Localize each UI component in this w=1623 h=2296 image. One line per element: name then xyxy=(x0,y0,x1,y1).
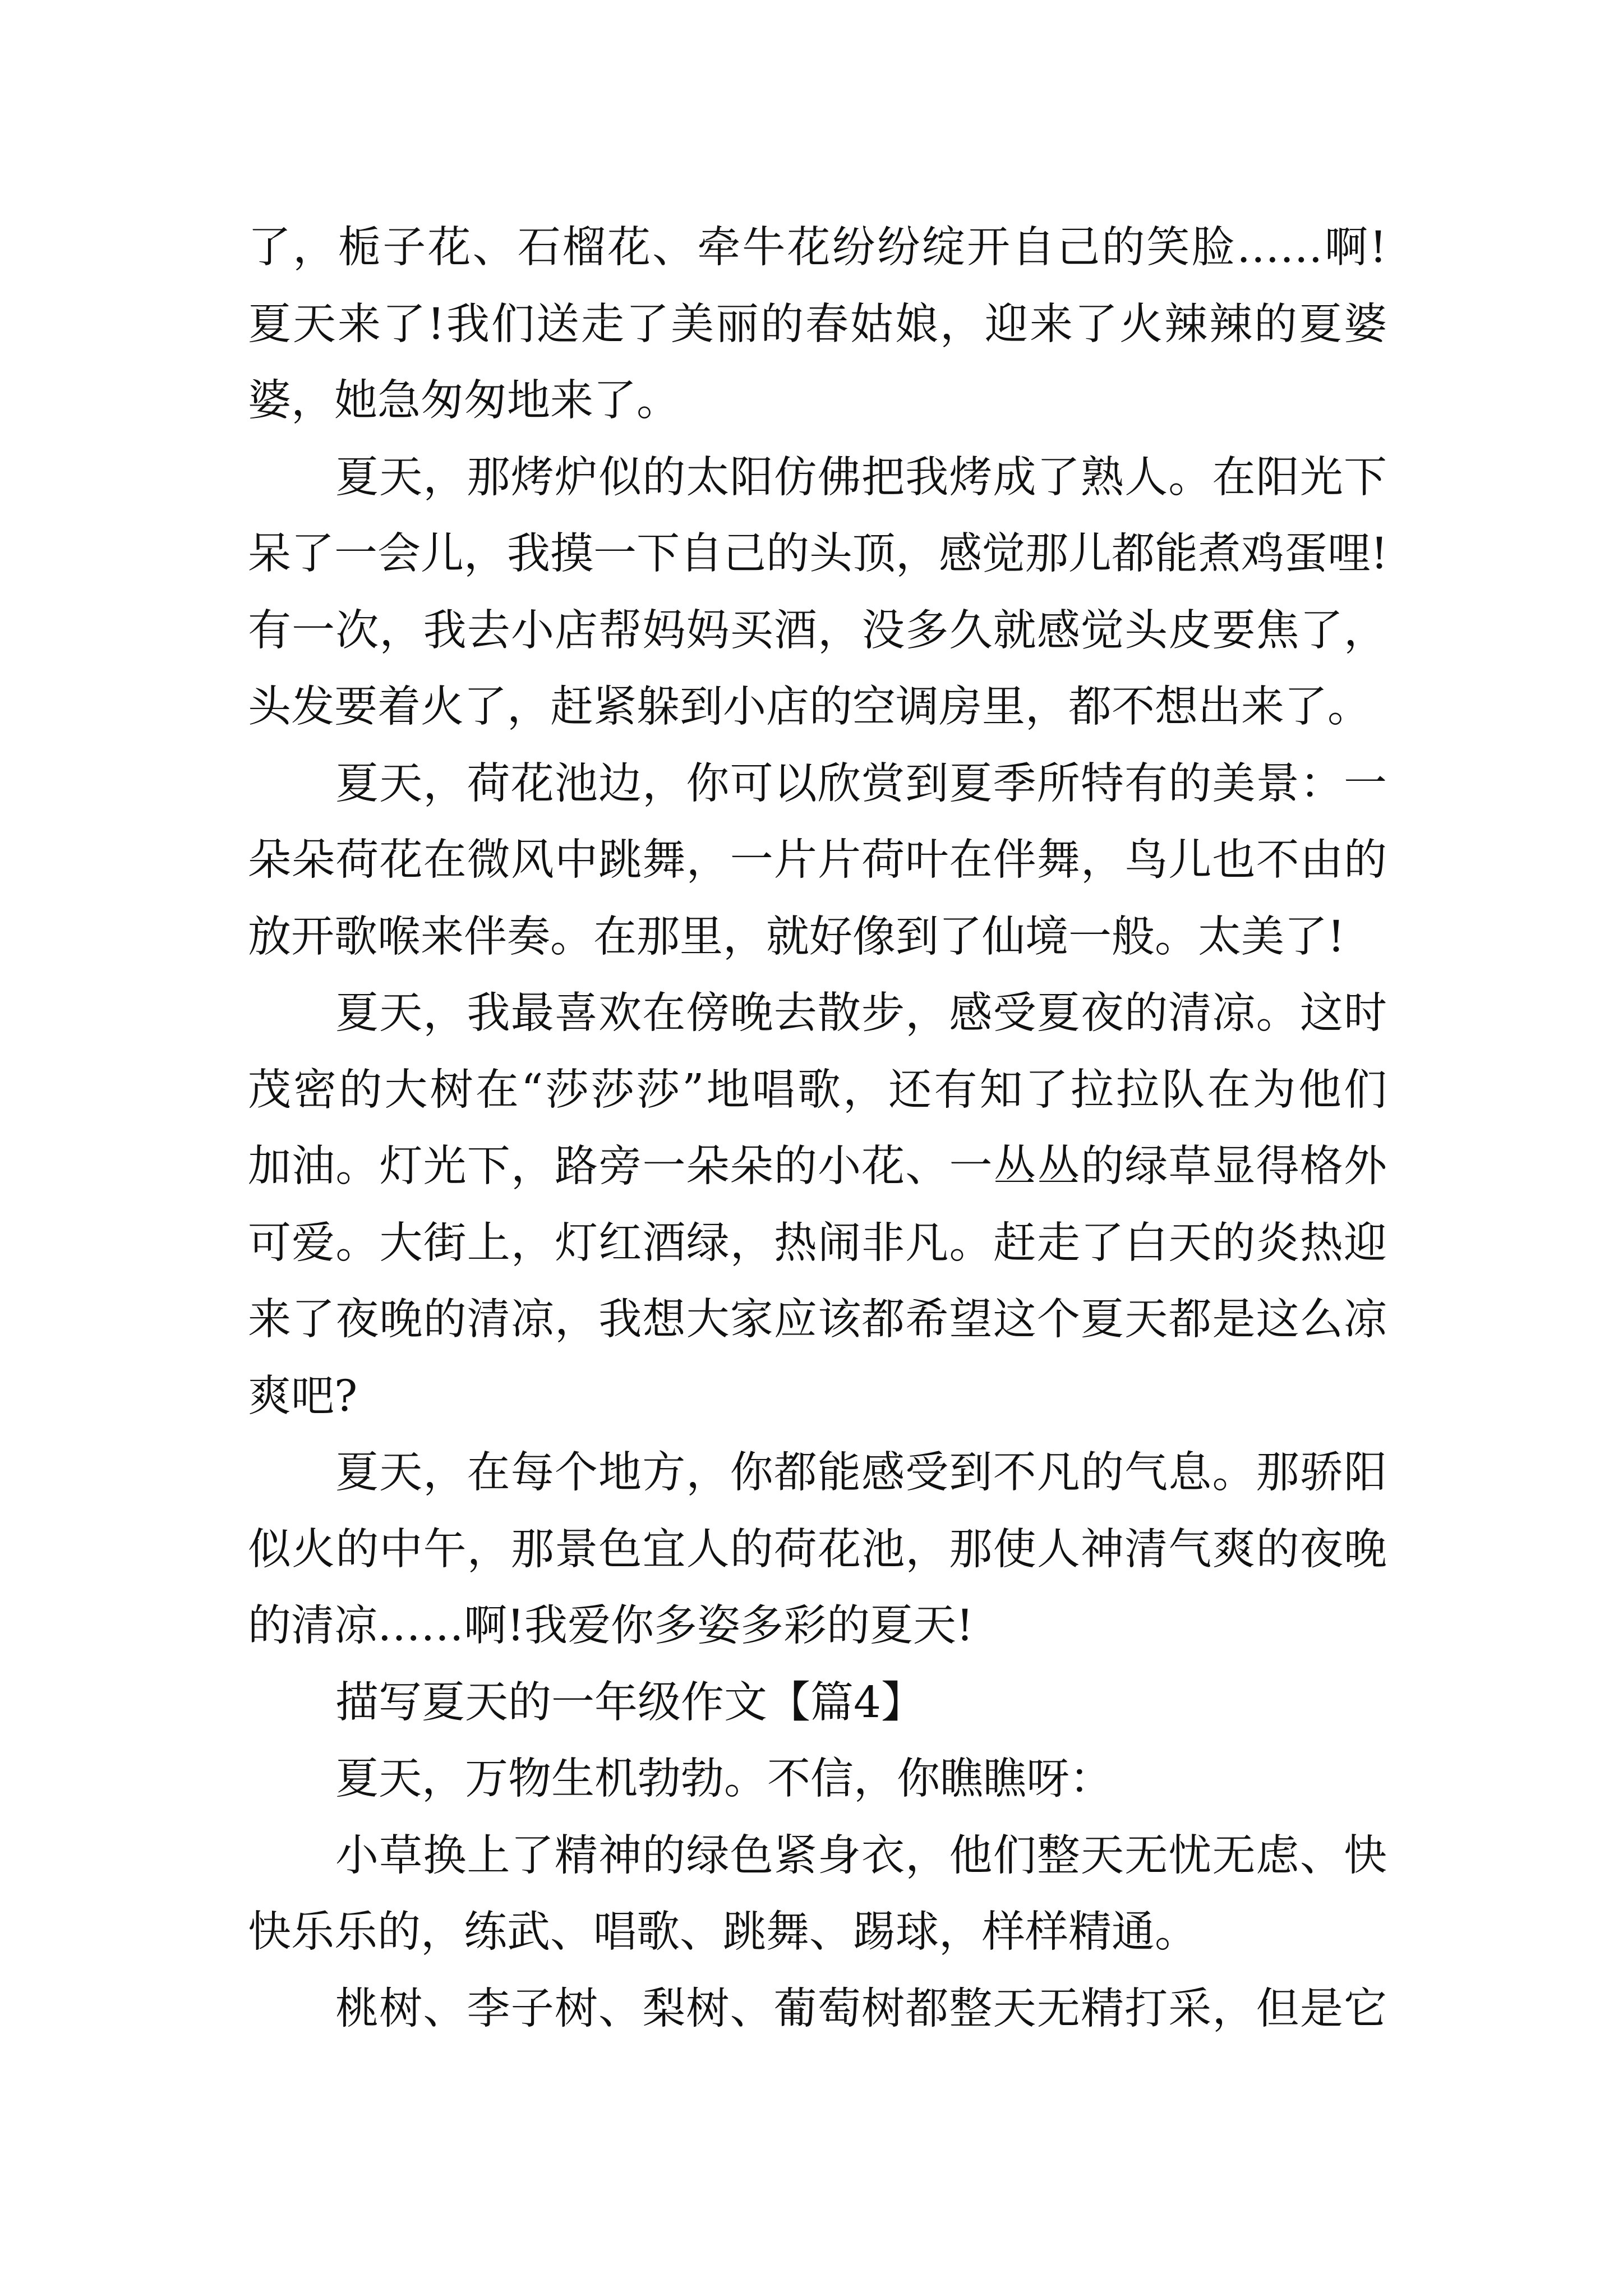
text-line: 小草换上了精神的绿色紧身衣，他们整天无忧无虑、快 xyxy=(335,1830,1387,1881)
paragraph xyxy=(248,746,1387,976)
text-line: 夏天，那烤炉似的太阳仿佛把我烤成了熟人。在阳光下 xyxy=(335,452,1387,503)
text-line: 头发要着火了，赶紧躲到小店的空调房里，都不想出来了。 xyxy=(248,682,1371,732)
heading-line: 描写夏天的一年级作文【篇4】 xyxy=(335,1677,924,1728)
paragraph xyxy=(248,1818,1387,1971)
text-line: 茂密的大树在“莎莎莎”地唱歌，还有知了拉拉队在为他们 xyxy=(248,1065,1387,1115)
text-line: 可爱。大街上，灯红酒绿，热闹非凡。赶走了白天的炎热迎 xyxy=(248,1218,1387,1268)
text-line: 呆了一会儿，我摸一下自己的头顶，感觉那儿都能煮鸡蛋哩! xyxy=(248,529,1388,579)
section-heading xyxy=(248,1665,1387,1742)
text-line: 加油。灯光下，路旁一朵朵的小花、一丛丛的绿草显得格外 xyxy=(248,1142,1387,1191)
text-line: 夏天来了!我们送走了美丽的春姑娘，迎来了火辣辣的夏婆 xyxy=(248,299,1387,349)
paragraph xyxy=(248,440,1387,746)
text-line: 婆，她急匆匆地来了。 xyxy=(248,376,680,426)
paragraph xyxy=(248,976,1387,1435)
text-line: 的清凉……啊!我爱你多姿多彩的夏天! xyxy=(248,1601,974,1651)
text-line: 快乐乐的，练武、唱歌、跳舞、踢球，样样精通。 xyxy=(248,1907,1198,1957)
text-line: 夏天，万物生机勃勃。不信，你瞧瞧呀： xyxy=(335,1754,1113,1804)
text-line: 了，栀子花、石榴花、牵牛花纷纷绽开自己的笑脸……啊! xyxy=(248,223,1387,273)
text-line: 夏天，荷花池边，你可以欣赏到夏季所特有的美景：一 xyxy=(335,758,1387,809)
text-line: 夏天，在每个地方，你都能感受到不凡的气息。那骄阳 xyxy=(335,1448,1387,1498)
paragraph-continued xyxy=(248,210,1387,440)
text-line: 朵朵荷花在微风中跳舞，一片片荷叶在伴舞，鸟儿也不由的 xyxy=(248,835,1387,885)
paragraph xyxy=(248,1971,1387,2048)
document-body xyxy=(248,210,1387,2047)
paragraph xyxy=(248,1435,1387,1665)
text-line: 爽吧? xyxy=(248,1371,358,1421)
text-line: 有一次，我去小店帮妈妈买酒，没多久就感觉头皮要焦了， xyxy=(248,605,1387,656)
text-line: 放开歌喉来伴奏。在那里，就好像到了仙境一般。太美了! xyxy=(248,912,1345,962)
text-line: 来了夜晚的清凉，我想大家应该都希望这个夏天都是这么凉 xyxy=(248,1295,1387,1345)
text-line: 夏天，我最喜欢在傍晚去散步，感受夏夜的清凉。这时 xyxy=(335,988,1387,1038)
paragraph xyxy=(248,1741,1387,1818)
text-line: 似火的中午，那景色宜人的荷花池，那使人神清气爽的夜晚 xyxy=(248,1524,1387,1575)
text-line: 桃树、李子树、梨树、葡萄树都整天无精打采，但是它 xyxy=(335,1984,1387,2034)
